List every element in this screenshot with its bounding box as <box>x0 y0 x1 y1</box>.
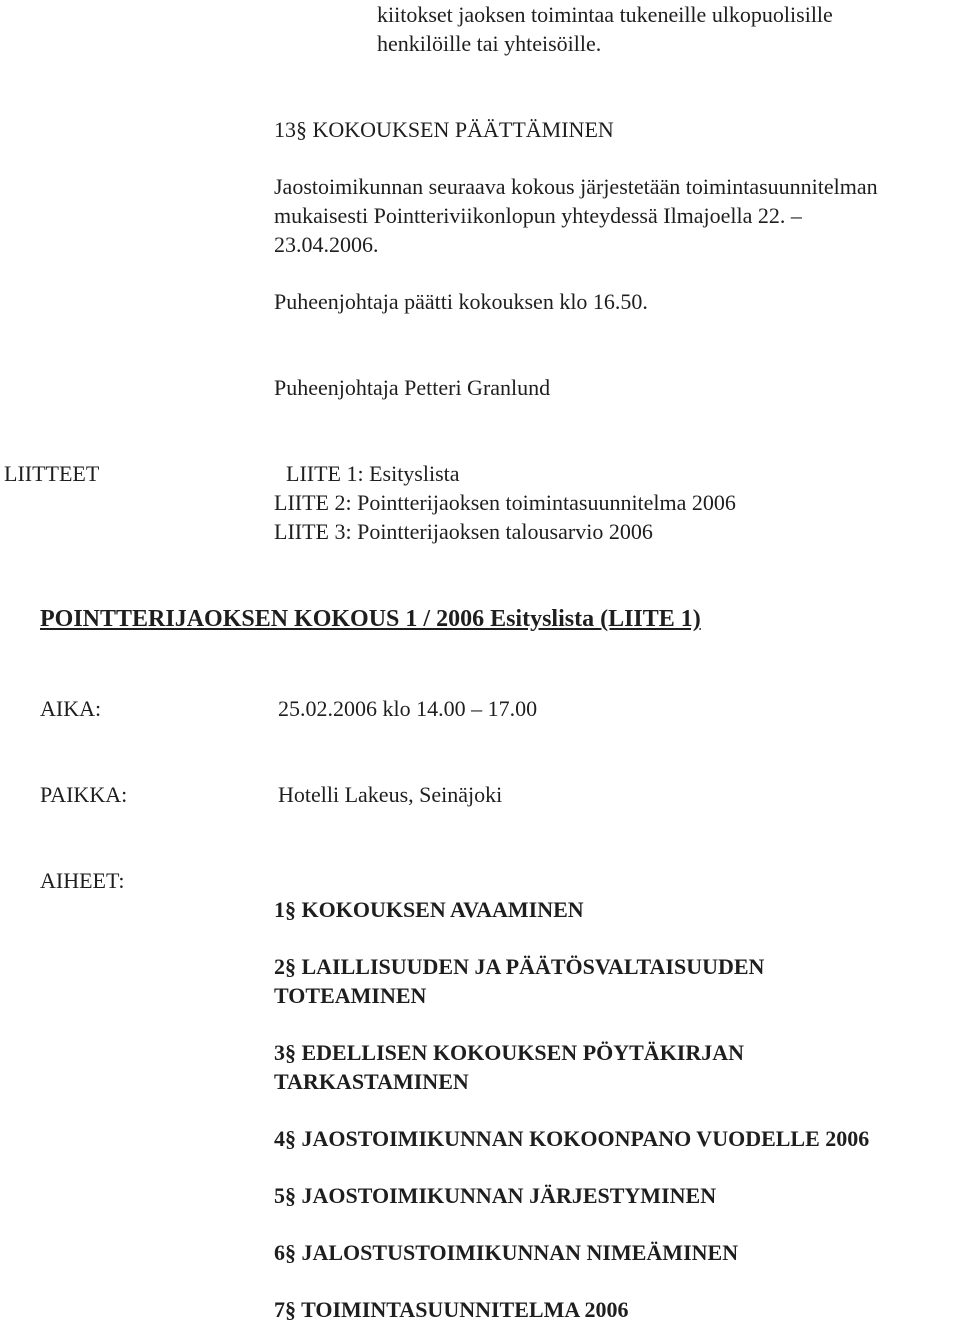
section-13-line-2: mukaisesti Pointteriviikonlopun yhteydessä Ilmajoella 22. – <box>274 203 802 228</box>
section-13-heading: 13§ KOKOUKSEN PÄÄTTÄMINEN <box>274 117 614 142</box>
section-13-line-3: 23.04.2006. <box>274 232 379 257</box>
agenda-topic: 4§ JAOSTOIMIKUNNAN KOKOONPANO VUODELLE 2006 <box>274 1126 870 1151</box>
topics-label: AIHEET: <box>40 868 125 893</box>
agenda-title: POINTTERIJAOKSEN KOKOUS 1 / 2006 Esityslista (LIITE 1) <box>40 606 701 632</box>
time-label: AIKA: <box>40 696 102 721</box>
agenda-topic: 6§ JALOSTUSTOIMIKUNNAN NIMEÄMINEN <box>274 1240 739 1265</box>
agenda-topic: 5§ JAOSTOIMIKUNNAN JÄRJESTYMINEN <box>274 1183 717 1208</box>
agenda-topic: 7§ TOIMINTASUUNNITELMA 2006 <box>274 1297 629 1322</box>
time-value: 25.02.2006 klo 14.00 – 17.00 <box>278 696 538 721</box>
signature: Puheenjohtaja Petteri Granlund <box>274 375 551 400</box>
attachment-item: LIITE 3: Pointterijaoksen talousarvio 2006 <box>274 519 653 544</box>
agenda-topic: TOTEAMINEN <box>274 983 427 1008</box>
place-value: Hotelli Lakeus, Seinäjoki <box>278 782 503 807</box>
attachment-item: LIITE 1: Esityslista <box>286 461 460 486</box>
section-13-closing: Puheenjohtaja päätti kokouksen klo 16.50. <box>274 289 648 314</box>
agenda-topic: 1§ KOKOUKSEN AVAAMINEN <box>274 897 584 922</box>
place-label: PAIKKA: <box>40 782 128 807</box>
agenda-topic: 2§ LAILLISUUDEN JA PÄÄTÖSVALTAISUUDEN <box>274 954 765 979</box>
intro-line-2: henkilöille tai yhteisöille. <box>377 31 602 56</box>
attachments-label: LIITTEET <box>4 461 100 486</box>
attachment-item: LIITE 2: Pointterijaoksen toimintasuunnitelma 2006 <box>274 490 736 515</box>
agenda-topic: 3§ EDELLISEN KOKOUKSEN PÖYTÄKIRJAN <box>274 1040 745 1065</box>
intro-line-1: kiitokset jaoksen toimintaa tukeneille ulkopuolisille <box>377 2 833 27</box>
agenda-topic: TARKASTAMINEN <box>274 1069 469 1094</box>
section-13-line-1: Jaostoimikunnan seuraava kokous järjestetään toimintasuunnitelman <box>274 174 878 199</box>
